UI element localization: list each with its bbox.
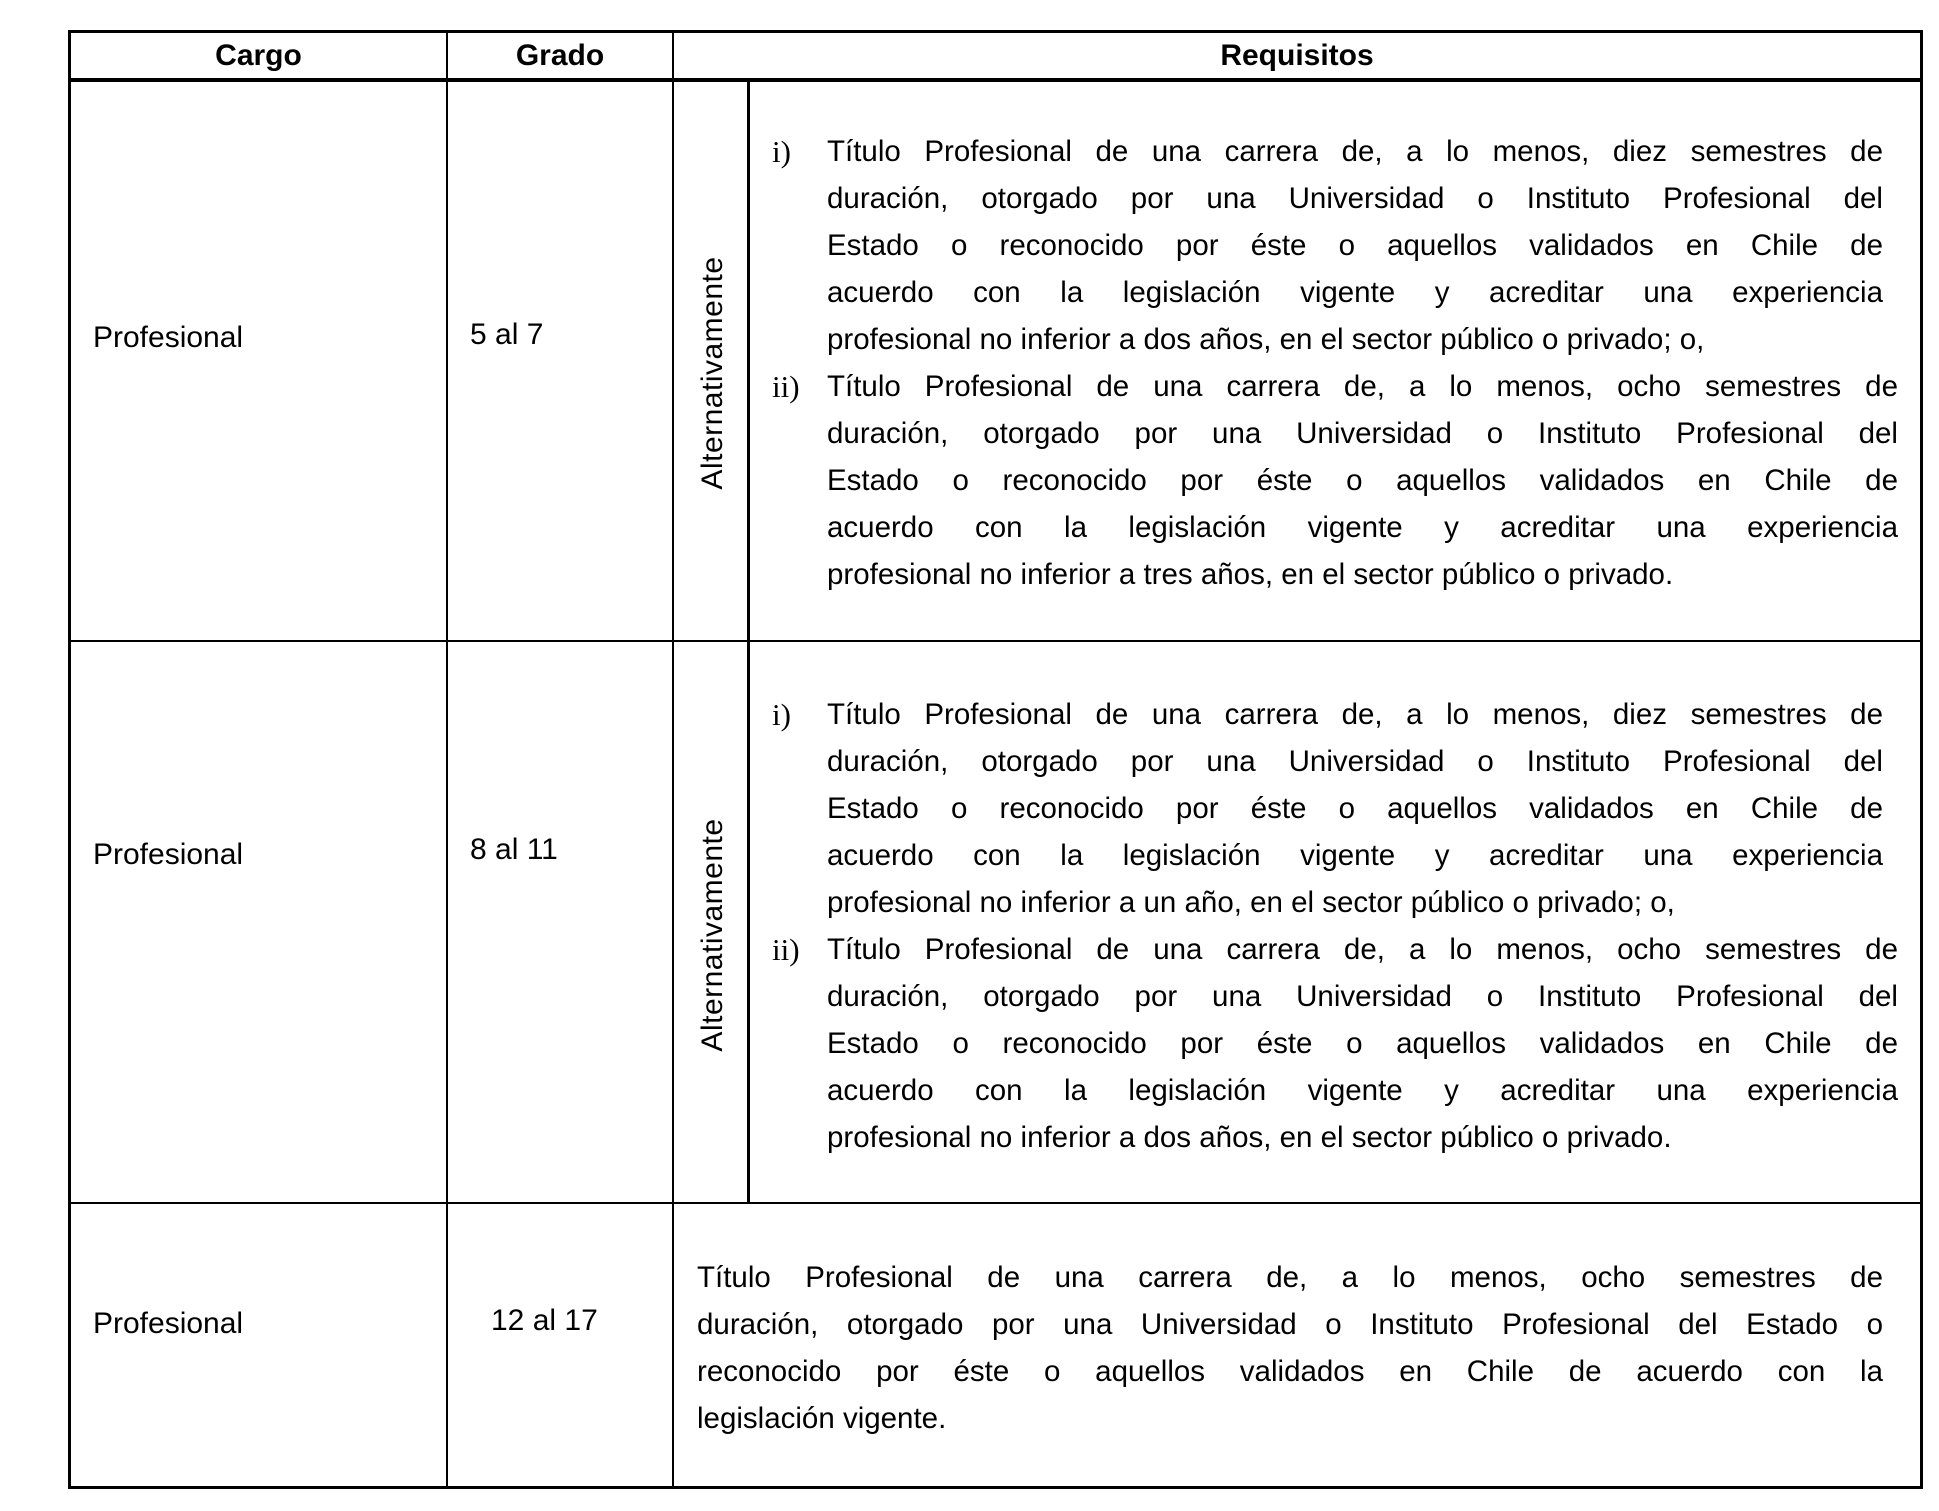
- requirement-line: duración, otorgado por una Universidad o Instituto Profesional del: [827, 980, 1898, 1013]
- requirement-line: duración, otorgado por una Universidad o Instituto Profesional del: [827, 182, 1883, 215]
- requirement-line: acuerdo con la legislación vigente y acreditar una experiencia: [827, 276, 1883, 309]
- requirement-line: Título Profesional de una carrera de, a lo menos, ocho semestres de: [827, 933, 1898, 966]
- requirement-line: Título Profesional de una carrera de, a lo menos, ocho semestres de: [697, 1261, 1883, 1294]
- grado-cell: 12 al 17: [491, 1304, 598, 1337]
- row-divider: [68, 640, 1923, 642]
- requirement-line: Título Profesional de una carrera de, a lo menos, ocho semestres de: [827, 370, 1898, 403]
- requirement-line: duración, otorgado por una Universidad o Instituto Profesional del Estado o: [697, 1308, 1883, 1341]
- requirement-line: Estado o reconocido por éste o aquellos validados en Chile de: [827, 1027, 1898, 1060]
- requirement-line: profesional no inferior a dos años, en el sector público o privado; o,: [827, 323, 1705, 356]
- column-divider: [446, 30, 448, 1489]
- alternative-divider: [747, 642, 750, 1202]
- item-marker: i): [772, 697, 791, 732]
- cargo-cell: Profesional: [93, 1307, 244, 1340]
- alternative-divider: [747, 82, 750, 640]
- item-marker: ii): [772, 369, 800, 404]
- grado-cell: 5 al 7: [470, 318, 544, 351]
- grado-cell: 8 al 11: [470, 833, 558, 866]
- requirement-line: duración, otorgado por una Universidad o Instituto Profesional del: [827, 745, 1883, 778]
- requirement-line: Estado o reconocido por éste o aquellos validados en Chile de: [827, 792, 1883, 825]
- requirement-line: acuerdo con la legislación vigente y acreditar una experiencia: [827, 511, 1898, 544]
- header-requisitos: Requisitos: [1220, 39, 1374, 72]
- requirement-line: Estado o reconocido por éste o aquellos validados en Chile de: [827, 464, 1898, 497]
- item-marker: i): [772, 134, 791, 169]
- table-border-left: [68, 30, 71, 1489]
- requirement-line: Estado o reconocido por éste o aquellos validados en Chile de: [827, 229, 1883, 262]
- item-marker: ii): [772, 932, 800, 967]
- table-border-right: [1920, 30, 1923, 1489]
- header-grado: Grado: [515, 39, 605, 72]
- requirement-line: reconocido por éste o aquellos validados en Chile de acuerdo con la: [697, 1355, 1883, 1388]
- requirement-line: duración, otorgado por una Universidad o Instituto Profesional del: [827, 417, 1898, 450]
- alternativamente-label: Alternativamente: [696, 818, 729, 1052]
- requirement-line: profesional no inferior a tres años, en el sector público o privado.: [827, 558, 1674, 591]
- header-cargo: Cargo: [215, 39, 302, 72]
- header-divider: [68, 78, 1923, 82]
- alternativamente-label: Alternativamente: [696, 256, 729, 490]
- requirement-line: Título Profesional de una carrera de, a lo menos, diez semestres de: [827, 698, 1883, 731]
- requirement-line: profesional no inferior a un año, en el sector público o privado; o,: [827, 886, 1675, 919]
- requirement-line: legislación vigente.: [697, 1402, 947, 1435]
- row-divider: [68, 1202, 1923, 1204]
- cargo-cell: Profesional: [93, 321, 244, 354]
- requirement-line: acuerdo con la legislación vigente y acreditar una experiencia: [827, 839, 1883, 872]
- requirement-line: Título Profesional de una carrera de, a lo menos, diez semestres de: [827, 135, 1883, 168]
- table-border-top: [68, 30, 1923, 33]
- column-divider: [672, 30, 674, 1489]
- table-border-bottom: [68, 1486, 1923, 1489]
- cargo-cell: Profesional: [93, 838, 244, 871]
- requirement-line: acuerdo con la legislación vigente y acreditar una experiencia: [827, 1074, 1898, 1107]
- requirement-line: profesional no inferior a dos años, en el sector público o privado.: [827, 1121, 1672, 1154]
